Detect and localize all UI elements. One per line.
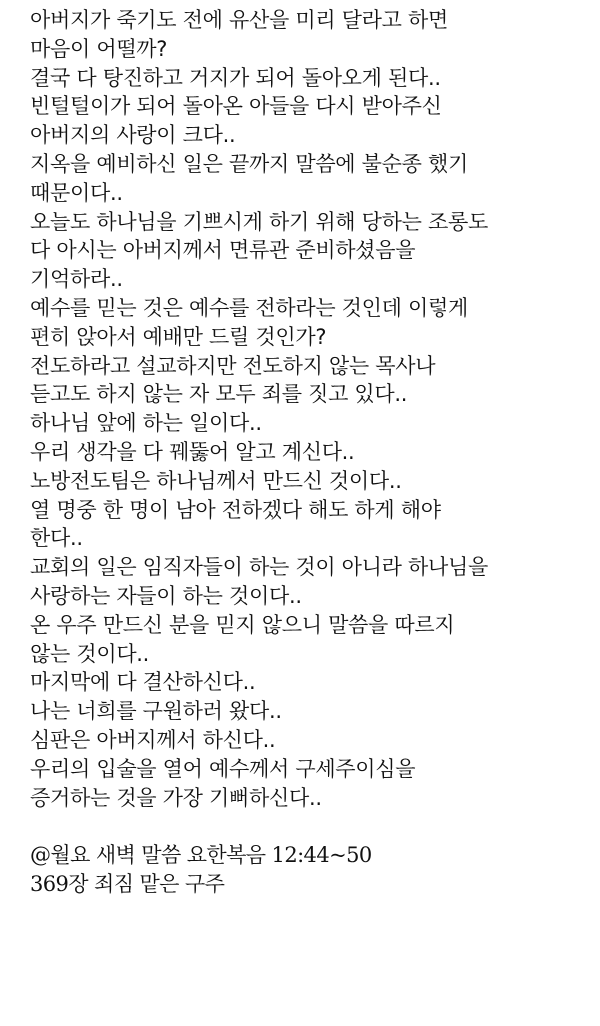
text-line: 때문이다.. xyxy=(30,180,123,205)
text-line: 열 명중 한 명이 남아 전하겠다 해도 하게 해야 xyxy=(30,497,441,522)
text-line: 기억하라.. xyxy=(30,267,123,292)
text-line: 우리 생각을 다 꿰뚫어 알고 계신다.. xyxy=(30,439,355,464)
text-line: 오늘도 하나님을 기쁘시게 하기 위해 당하는 조롱도 xyxy=(30,209,488,234)
text-line: 지옥을 예비하신 일은 끝까지 말씀에 불순종 했기 xyxy=(30,151,468,176)
text-line: 않는 것이다.. xyxy=(30,641,150,666)
text-line: 듣고도 하지 않는 자 모두 죄를 짓고 있다.. xyxy=(30,382,408,407)
text-line: 예수를 믿는 것은 예수를 전하라는 것인데 이렇게 xyxy=(30,295,468,320)
text-line: 결국 다 탕진하고 거지가 되어 돌아오게 된다.. xyxy=(30,65,441,90)
text-line: 다 아시는 아버지께서 면류관 준비하셨음을 xyxy=(30,238,416,263)
sermon-reference: @월요 새벽 말씀 요한복음 12:44~50 xyxy=(30,843,372,868)
text-line: 노방전도팀은 하나님께서 만드신 것이다.. xyxy=(30,468,402,493)
text-line: 온 우주 만드신 분을 믿지 않으니 말씀을 따르지 xyxy=(30,612,455,637)
paragraph-spacer xyxy=(30,812,590,841)
text-line: 우리의 입술을 열어 예수께서 구세주이심을 xyxy=(30,756,416,781)
post-body xyxy=(30,6,590,899)
text-line: 사랑하는 자들이 하는 것이다.. xyxy=(30,583,302,608)
text-line: 마음이 어떨까? xyxy=(30,36,168,61)
text-line: 아버지가 죽기도 전에 유산을 미리 달라고 하면 xyxy=(30,8,448,32)
text-line: 하나님 앞에 하는 일이다.. xyxy=(30,411,262,436)
post-footer xyxy=(30,841,590,899)
sermon-notes xyxy=(30,6,590,812)
text-line: 아버지의 사랑이 크다.. xyxy=(30,123,236,148)
text-line: 한다.. xyxy=(30,526,83,551)
text-line: 심판은 아버지께서 하신다.. xyxy=(30,727,276,752)
text-line: 편히 앉아서 예배만 드릴 것인가? xyxy=(30,324,327,349)
text-line: 빈털털이가 되어 돌아온 아들을 다시 받아주신 xyxy=(30,94,442,119)
text-line: 마지막에 다 결산하신다.. xyxy=(30,670,256,695)
hymn-reference: 369장 죄짐 맡은 구주 xyxy=(30,871,225,896)
text-line: 증거하는 것을 가장 기뻐하신다.. xyxy=(30,785,322,810)
text-line: 전도하라고 설교하지만 전도하지 않는 목사나 xyxy=(30,353,436,378)
text-line: 교회의 일은 임직자들이 하는 것이 아니라 하나님을 xyxy=(30,555,488,580)
text-line: 나는 너희를 구원하러 왔다.. xyxy=(30,699,282,724)
